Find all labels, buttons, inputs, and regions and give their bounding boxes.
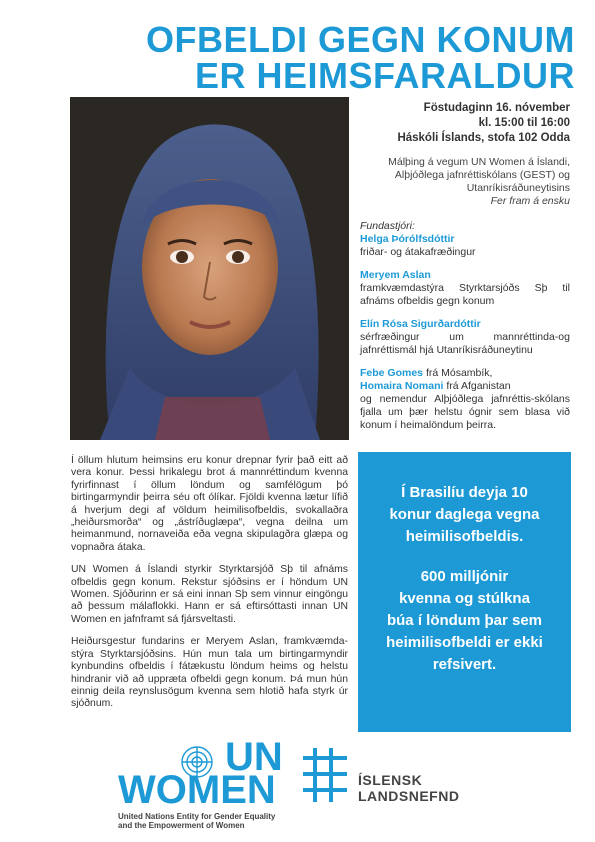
speaker-name: Helga Þórólfsdóttir (360, 233, 455, 245)
speaker-origin: frá Mósambík, (423, 367, 493, 379)
intro-line-1: Málþing á vegum UN Women á Íslandi, (388, 156, 570, 168)
speaker-2 (360, 269, 570, 308)
students-role: og nemendur Alþjóðlega jafnréttis-skólans fjalla um þær helstu ógnir sem blasa við konum í heimalöndum þeirra. (360, 393, 570, 431)
event-details (360, 101, 570, 146)
fact-1-line: konur daglega vegna (389, 506, 540, 523)
event-date: Föstudaginn 16. nóvember (423, 102, 570, 114)
speaker-name: Meryem Aslan (360, 269, 431, 281)
national-line-1: ÍSLENSK (358, 772, 423, 788)
fact-2-line: kvenna og stúlkna (399, 590, 530, 607)
chair-label: Fundastjóri: (360, 220, 415, 232)
fact-2 (370, 566, 559, 676)
speaker-name: Febe Gomes (360, 367, 424, 379)
fact-2-line: refsivert. (432, 656, 497, 673)
body-text (71, 455, 348, 721)
intro-line-2: Alþjóðlega jafnréttiskólans (GEST) og (394, 169, 570, 181)
un-logo-text: UN (225, 735, 283, 779)
fact-1-line: heimilisofbeldis. (405, 528, 524, 545)
un-women-subtitle (118, 812, 275, 830)
fact-1-line: Í Brasilíu deyja 10 (401, 484, 528, 501)
subtitle-line: United Nations Entity for Gender Equality (118, 812, 276, 821)
intro-line-3: Utanríkisráðuneytisins (466, 182, 570, 194)
women-symbol-icon (301, 744, 351, 806)
event-time: kl. 15:00 til 16:00 (478, 117, 570, 129)
title-line-1: OFBELDI GEGN KONUM (146, 19, 575, 60)
portrait-photo (70, 97, 349, 440)
national-line-2: LANDSNEFND (358, 788, 460, 804)
women-logo-text: WOMEN (118, 768, 276, 812)
organizers-intro (358, 156, 570, 208)
body-paragraph-2: UN Women á Íslandi styrkir Styrktarsjóð Sþ til afnáms ofbeldis gegn konum. Rekstur sjóðsins er í höndum UN Women. Sjóðurinn er sá eini innan Sþ sem vinnur eingöngu að þessum málaflokki. Hann er sá eftirsóttasti innan UN Women en jafnframt sá fjársveltasti. (71, 564, 348, 625)
fact-2-line: búa í löndum þar sem (386, 612, 543, 629)
speaker-origin: frá Afganistan (443, 380, 511, 392)
intro-language: Fer fram á ensku (490, 195, 570, 207)
speaker-students (360, 367, 570, 432)
speaker-name: Homaira Nomani (360, 380, 444, 392)
national-committee (358, 772, 459, 804)
speaker-role: friðar- og átakafræðingur (360, 246, 476, 258)
speakers-list (360, 220, 570, 442)
body-paragraph-1: Í öllum hlutum heimsins eru konur drepnar fyrir það eitt að vera konur. Þessi hrikalegu brot á mannréttindum kvenna fyrirfinnast í öllum löndum og samfélögum þó birtingarmyndir þeirra séu oft ólíkar. Fjöldi kvenna lætur lífið á hverjum degi af völdum heimilisofbeldis, svokallaðra „heiðursmorða“ og „ástríðuglæpa“, vegna deilna um heimanmund, nornaveiða eða vegna skipulagðra glæpa og vopnaðra átaka. (71, 455, 348, 553)
speaker-3 (360, 318, 570, 357)
fact-2-line: 600 milljónir (420, 568, 509, 585)
speaker-chair (360, 220, 570, 259)
fact-2-line: heimilisofbeldi er ekki (386, 634, 543, 651)
student-2 (360, 380, 570, 393)
fact-1 (370, 482, 559, 548)
facts-box (358, 452, 571, 732)
event-place: Háskóli Íslands, stofa 102 Odda (397, 132, 570, 144)
speaker-role: framkvæmdastýra Styrktarsjóðs Sþ til afnáms ofbeldis gegn konum (360, 282, 570, 307)
speaker-role: sérfræðingur um mannréttinda-og jafnréttismál hjá Utanríkisráðuneytinu (360, 331, 570, 356)
subtitle-line: and the Empowerment of Women (118, 821, 245, 830)
poster-title (20, 19, 575, 96)
title-line-2: ER HEIMSFARALDUR (194, 55, 575, 96)
body-paragraph-3: Heiðursgestur fundarins er Meryem Aslan, framkvæmda-stýra Styrktarsjóðsins. Hún mun tala um birtingarmyndir kynbundins ofbeldis í fátækustu löndum heims og helstu hindranir við að uppræta ofbeldi gegn konum. Þá mun hún einnig deila reynslusögum kvenna sem hlotið hafa styrk úr sjóðnum. (71, 636, 348, 710)
speaker-name: Elín Rósa Sigurðardóttir (360, 318, 481, 330)
student-1 (360, 367, 570, 380)
portrait-illustration (70, 97, 349, 440)
